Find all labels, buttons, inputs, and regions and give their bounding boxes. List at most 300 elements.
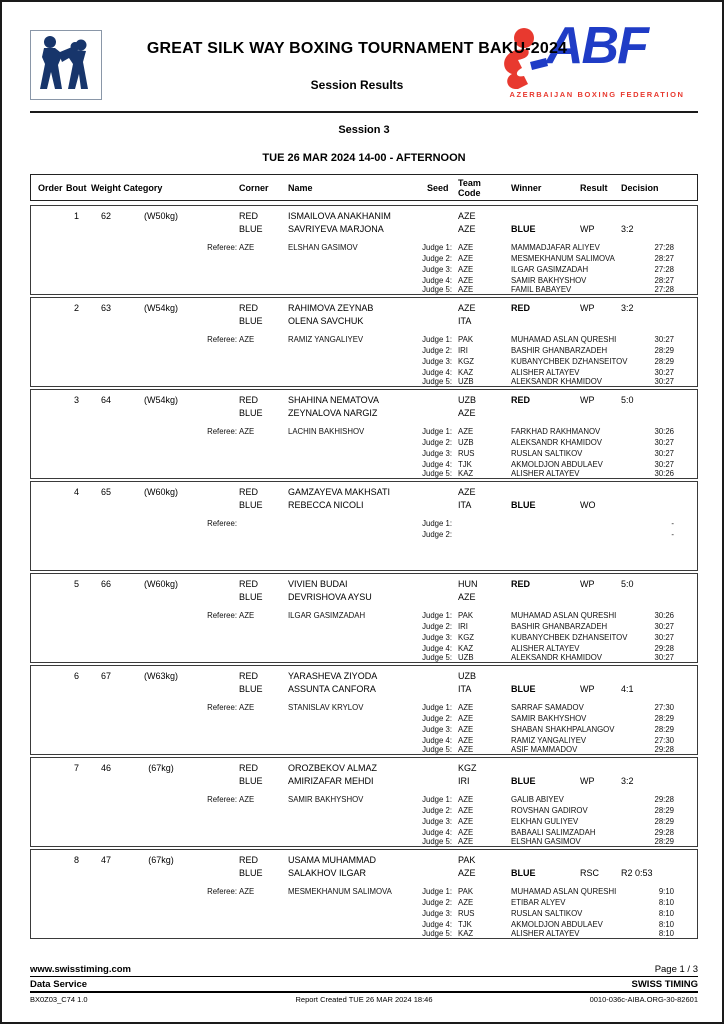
- bout-block: [30, 205, 698, 295]
- red-team-code: UZB: [458, 671, 476, 681]
- footer-report-created: Report Created TUE 26 MAR 2024 18:46: [295, 995, 433, 1004]
- judge-label: Judge 3:: [422, 909, 452, 918]
- red-team-code: PAK: [458, 855, 476, 865]
- judge-noc: PAK: [458, 611, 474, 620]
- referee-label: Referee:: [207, 243, 237, 252]
- judge-score: 30:27: [654, 622, 674, 631]
- judge-name: KUBANYCHBEK DZHANSEITOV: [511, 633, 628, 642]
- judge-score: 28:27: [654, 254, 674, 263]
- red-team-code: KGZ: [458, 763, 477, 773]
- red-boxer-name: RAHIMOVA ZEYNAB: [288, 303, 374, 313]
- red-result-cell: WP: [580, 303, 595, 313]
- referee-name: SAMIR BAKHYSHOV: [288, 795, 364, 804]
- blue-corner-label: BLUE: [239, 500, 263, 510]
- judge-name: MUHAMAD ASLAN QURESHI: [511, 611, 617, 620]
- bout-list: [30, 205, 698, 941]
- judge-name: MUHAMAD ASLAN QURESHI: [511, 335, 617, 344]
- blue-boxer-name: AMIRIZAFAR MEHDI: [288, 776, 374, 786]
- blue-decision-cell: 3:2: [621, 776, 634, 786]
- weight-category-cell: (W54kg): [143, 303, 178, 313]
- judge-noc: RUS: [458, 449, 475, 458]
- order-cell: 6: [73, 671, 79, 681]
- referee-label: Referee:: [207, 519, 237, 528]
- red-boxer-name: OROZBEKOV ALMAZ: [288, 763, 378, 773]
- judge-noc: AZE: [458, 703, 474, 712]
- blue-boxer-name: REBECCA NICOLI: [288, 500, 364, 510]
- bout-number-cell: 47: [100, 855, 111, 865]
- col-seed: Seed: [427, 183, 449, 193]
- judge-name: ASIF MAMMADOV: [511, 745, 578, 754]
- abf-caption: AZERBAIJAN BOXING FEDERATION: [509, 90, 685, 99]
- referee-name: LACHIN BAKHISHOV: [288, 427, 365, 436]
- bout-block: [30, 849, 698, 939]
- judge-label: Judge 1:: [422, 795, 452, 804]
- judge-name: SAMIR BAKHYSHOV: [511, 714, 587, 723]
- footer-divider-2: [30, 991, 698, 993]
- col-decision: Decision: [621, 183, 659, 193]
- blue-result-cell: WP: [580, 776, 595, 786]
- session-datetime: TUE 26 MAR 2024 14-00 - AFTERNOON: [262, 152, 466, 164]
- judge-label: Judge 4:: [422, 644, 452, 653]
- blue-team-code: AZE: [458, 408, 476, 418]
- judge-label: Judge 5:: [422, 929, 452, 938]
- bout-number-cell: 62: [100, 211, 111, 221]
- blue-result-cell: WO: [580, 500, 596, 510]
- judge-noc: AZE: [458, 795, 474, 804]
- red-winner-cell: RED: [511, 395, 531, 405]
- order-cell: 8: [73, 855, 79, 865]
- judge-label: Judge 4:: [422, 460, 452, 469]
- footer-brand: SWISS TIMING: [631, 979, 698, 990]
- judge-score: 27:28: [654, 243, 674, 252]
- order-cell: 3: [73, 395, 79, 405]
- blue-decision-cell: 4:1: [621, 684, 634, 694]
- blue-result-cell: WP: [580, 224, 595, 234]
- judge-score: 9:10: [658, 887, 674, 896]
- judge-score: 28:29: [654, 725, 674, 734]
- judge-noc: AZE: [458, 898, 474, 907]
- judge-name: KUBANYCHBEK DZHANSEITOV: [511, 357, 628, 366]
- red-result-cell: WP: [580, 395, 595, 405]
- referee-noc: AZE: [239, 703, 255, 712]
- judge-noc: TJK: [458, 460, 472, 469]
- judge-noc: AZE: [458, 828, 474, 837]
- col-weight-category: Weight Category: [91, 183, 163, 193]
- judge-score: 29:28: [654, 795, 674, 804]
- judge-score: 27:30: [654, 736, 674, 745]
- judge-noc: AZE: [458, 736, 474, 745]
- blue-corner-label: BLUE: [239, 776, 263, 786]
- footer-divider-1: [30, 976, 698, 977]
- col-winner: Winner: [511, 183, 542, 193]
- judge-score: 27:28: [654, 285, 674, 294]
- judge-label: Judge 4:: [422, 920, 452, 929]
- judge-score: -: [671, 530, 674, 539]
- bout-block: [30, 297, 698, 387]
- col-team-code-line1: Team: [458, 178, 481, 188]
- blue-team-code: AZE: [458, 868, 476, 878]
- judge-name: SAMIR BAKHYSHOV: [511, 276, 587, 285]
- judge-noc: KAZ: [458, 929, 474, 938]
- bout-number-cell: 64: [100, 395, 111, 405]
- judge-score: 29:28: [654, 828, 674, 837]
- referee-name: ILGAR GASIMZADAH: [288, 611, 366, 620]
- judge-name: ALEKSANDR KHAMIDOV: [511, 653, 602, 662]
- blue-team-code: AZE: [458, 224, 476, 234]
- judge-label: Judge 5:: [422, 745, 452, 754]
- judge-score: 30:27: [654, 633, 674, 642]
- judge-score: 30:26: [654, 469, 674, 478]
- judge-label: Judge 1:: [422, 887, 452, 896]
- judge-score: 29:28: [654, 644, 674, 653]
- judge-noc: RUS: [458, 909, 475, 918]
- referee-label: Referee:: [207, 427, 237, 436]
- judge-label: Judge 2:: [422, 714, 452, 723]
- judge-score: 28:29: [654, 817, 674, 826]
- order-cell: 5: [73, 579, 79, 589]
- judge-name: ELKHAN GULIYEV: [511, 817, 579, 826]
- judge-label: Judge 5:: [422, 377, 452, 386]
- judge-noc: TJK: [458, 920, 472, 929]
- bout-block: [30, 573, 698, 663]
- referee-label: Referee:: [207, 887, 237, 896]
- judge-noc: KAZ: [458, 469, 474, 478]
- judge-score: 8:10: [658, 920, 674, 929]
- red-boxer-name: GAMZAYEVA MAKHSATI: [288, 487, 391, 497]
- judge-score: 28:29: [654, 346, 674, 355]
- referee-noc: AZE: [239, 611, 255, 620]
- judge-noc: AZE: [458, 725, 474, 734]
- blue-result-cell: WP: [580, 684, 595, 694]
- judge-noc: AZE: [458, 285, 474, 294]
- judge-score: 29:28: [654, 745, 674, 754]
- judge-label: Judge 3:: [422, 817, 452, 826]
- red-corner-label: RED: [239, 303, 259, 313]
- judge-score: 27:28: [654, 265, 674, 274]
- weight-category-cell: (67kg): [148, 763, 174, 773]
- judge-noc: AZE: [458, 714, 474, 723]
- bout-block: [30, 389, 698, 479]
- judge-name: ALEKSANDR KHAMIDOV: [511, 438, 602, 447]
- blue-corner-label: BLUE: [239, 316, 263, 326]
- red-boxer-name: USAMA MUHAMMAD: [288, 855, 377, 865]
- referee-label: Referee:: [207, 703, 237, 712]
- red-corner-label: RED: [239, 671, 259, 681]
- judge-noc: AZE: [458, 806, 474, 815]
- red-result-cell: WP: [580, 579, 595, 589]
- judge-label: Judge 5:: [422, 469, 452, 478]
- judge-label: Judge 1:: [422, 611, 452, 620]
- red-corner-label: RED: [239, 763, 259, 773]
- referee-noc: AZE: [239, 795, 255, 804]
- order-cell: 1: [73, 211, 79, 221]
- judge-name: ALISHER ALTAYEV: [511, 929, 580, 938]
- judge-name: MESMEKHANUM SALIMOVA: [511, 254, 615, 263]
- judge-label: Judge 5:: [422, 653, 452, 662]
- red-decision-cell: 5:0: [621, 395, 634, 405]
- blue-boxer-name: ZEYNALOVA NARGIZ: [288, 408, 378, 418]
- blue-boxer-name: OLENA SAVCHUK: [288, 316, 364, 326]
- judge-label: Judge 1:: [422, 243, 452, 252]
- footer-doc-code: BX0Z03_C74 1.0: [30, 995, 88, 1004]
- judge-label: Judge 2:: [422, 346, 452, 355]
- judge-noc: KAZ: [458, 368, 474, 377]
- red-team-code: AZE: [458, 303, 476, 313]
- abf-acronym: ABF: [546, 17, 647, 75]
- referee-name: MESMEKHANUM SALIMOVA: [288, 887, 392, 896]
- judge-name: ALEKSANDR KHAMIDOV: [511, 377, 602, 386]
- order-cell: 4: [73, 487, 79, 497]
- judge-name: AKMOLDJON ABDULAEV: [511, 920, 603, 929]
- blue-winner-cell: BLUE: [511, 224, 536, 234]
- blue-boxer-name: SALAKHOV ILGAR: [288, 868, 367, 878]
- session-name: Session 3: [338, 124, 390, 136]
- judge-noc: UZB: [458, 653, 474, 662]
- judge-label: Judge 4:: [422, 736, 452, 745]
- footer-website: www.swisstiming.com: [30, 964, 132, 975]
- blue-boxer-name: SAVRIYEVA MARJONA: [288, 224, 384, 234]
- weight-category-cell: (W60kg): [143, 579, 178, 589]
- blue-corner-label: BLUE: [239, 868, 263, 878]
- red-boxer-name: ISMAILOVA ANAKHANIM: [288, 211, 391, 221]
- bout-number-cell: 46: [100, 763, 111, 773]
- judge-name: BASHIR GHANBARZADEH: [511, 622, 608, 631]
- judge-label: Judge 1:: [422, 335, 452, 344]
- referee-noc: AZE: [239, 887, 255, 896]
- judge-name: BABAALI SALIMZADAH: [511, 828, 596, 837]
- judge-score: 28:27: [654, 276, 674, 285]
- judge-score: 30:27: [654, 460, 674, 469]
- red-team-code: AZE: [458, 211, 476, 221]
- red-winner-cell: RED: [511, 303, 531, 313]
- judge-label: Judge 4:: [422, 368, 452, 377]
- judge-noc: AZE: [458, 265, 474, 274]
- judge-noc: PAK: [458, 335, 474, 344]
- red-corner-label: RED: [239, 579, 259, 589]
- judge-noc: AZE: [458, 817, 474, 826]
- judge-score: 28:29: [654, 357, 674, 366]
- judge-noc: PAK: [458, 887, 474, 896]
- blue-team-code: IRI: [458, 776, 470, 786]
- red-team-code: AZE: [458, 487, 476, 497]
- col-team-code-line2: Code: [458, 188, 481, 198]
- judge-score: 8:10: [658, 898, 674, 907]
- judge-noc: IRI: [458, 346, 468, 355]
- judge-score: 30:27: [654, 438, 674, 447]
- judge-noc: AZE: [458, 427, 474, 436]
- referee-label: Referee:: [207, 795, 237, 804]
- red-corner-label: RED: [239, 395, 259, 405]
- judge-name: AKMOLDJON ABDULAEV: [511, 460, 603, 469]
- judge-label: Judge 3:: [422, 633, 452, 642]
- col-bout: Bout: [66, 183, 87, 193]
- header-divider: [30, 111, 698, 113]
- weight-category-cell: (W54kg): [143, 395, 178, 405]
- referee-label: Referee:: [207, 611, 237, 620]
- judge-label: Judge 1:: [422, 519, 452, 528]
- judge-name: ALISHER ALTAYEV: [511, 368, 580, 377]
- boxers-icon: [31, 84, 99, 101]
- judge-label: Judge 1:: [422, 427, 452, 436]
- judge-name: ETIBAR ALYEV: [511, 898, 566, 907]
- blue-decision-cell: R2 0:53: [621, 868, 653, 878]
- weight-category-cell: (67kg): [148, 855, 174, 865]
- judge-score: 28:29: [654, 837, 674, 846]
- tournament-logo: [30, 30, 102, 100]
- referee-noc: AZE: [239, 427, 255, 436]
- red-corner-label: RED: [239, 487, 259, 497]
- judge-name: BASHIR GHANBARZADEH: [511, 346, 608, 355]
- judge-score: -: [671, 519, 674, 528]
- blue-winner-cell: BLUE: [511, 684, 536, 694]
- judge-name: ALISHER ALTAYEV: [511, 644, 580, 653]
- blue-corner-label: BLUE: [239, 408, 263, 418]
- judge-name: ROVSHAN GADIROV: [511, 806, 588, 815]
- judge-score: 30:27: [654, 368, 674, 377]
- judge-name: ELSHAN GASIMOV: [511, 837, 581, 846]
- blue-decision-cell: 3:2: [621, 224, 634, 234]
- judge-noc: AZE: [458, 837, 474, 846]
- judge-label: Judge 1:: [422, 703, 452, 712]
- bout-number-cell: 67: [100, 671, 111, 681]
- judge-label: Judge 4:: [422, 276, 452, 285]
- blue-team-code: AZE: [458, 592, 476, 602]
- blue-winner-cell: BLUE: [511, 500, 536, 510]
- blue-winner-cell: BLUE: [511, 868, 536, 878]
- judge-score: 28:29: [654, 714, 674, 723]
- blue-team-code: ITA: [458, 316, 472, 326]
- red-boxer-name: SHAHINA NEMATOVA: [288, 395, 380, 405]
- blue-team-code: ITA: [458, 684, 472, 694]
- footer-report-code: 0010-036c-AIBA.ORG-30-82601: [589, 995, 698, 1004]
- red-boxer-name: VIVIEN BUDAI: [288, 579, 348, 589]
- judge-name: SARRAF SAMADOV: [511, 703, 584, 712]
- judge-noc: UZB: [458, 377, 474, 386]
- red-decision-cell: 5:0: [621, 579, 634, 589]
- judge-noc: AZE: [458, 254, 474, 263]
- judge-label: Judge 2:: [422, 530, 452, 539]
- judge-name: ALISHER ALTAYEV: [511, 469, 580, 478]
- judge-score: 27:30: [654, 703, 674, 712]
- judge-noc: IRI: [458, 622, 468, 631]
- col-result: Result: [580, 183, 608, 193]
- judge-noc: UZB: [458, 438, 474, 447]
- footer-page-number: Page 1 / 3: [654, 964, 698, 975]
- red-decision-cell: 3:2: [621, 303, 634, 313]
- col-corner: Corner: [239, 183, 269, 193]
- blue-boxer-name: DEVRISHOVA AYSU: [288, 592, 372, 602]
- blue-corner-label: BLUE: [239, 684, 263, 694]
- blue-corner-label: BLUE: [239, 592, 263, 602]
- weight-category-cell: (W50kg): [143, 211, 178, 221]
- judge-score: 30:26: [654, 611, 674, 620]
- judge-noc: AZE: [458, 745, 474, 754]
- judge-noc: AZE: [458, 243, 474, 252]
- bout-number-cell: 65: [100, 487, 111, 497]
- judge-score: 8:10: [658, 929, 674, 938]
- judge-label: Judge 4:: [422, 828, 452, 837]
- judge-name: MAMMADJAFAR ALIYEV: [511, 243, 600, 252]
- red-team-code: UZB: [458, 395, 476, 405]
- judge-label: Judge 3:: [422, 265, 452, 274]
- col-name: Name: [288, 183, 313, 193]
- judge-name: ILGAR GASIMZADAH: [511, 265, 589, 274]
- red-team-code: HUN: [458, 579, 478, 589]
- red-boxer-name: YARASHEVA ZIYODA: [288, 671, 378, 681]
- judge-noc: KGZ: [458, 357, 475, 366]
- judge-label: Judge 2:: [422, 254, 452, 263]
- red-corner-label: RED: [239, 211, 259, 221]
- blue-corner-label: BLUE: [239, 224, 263, 234]
- referee-name: RAMIZ YANGALIYEV: [288, 335, 364, 344]
- weight-category-cell: (W63kg): [143, 671, 178, 681]
- judge-label: Judge 3:: [422, 725, 452, 734]
- judge-label: Judge 3:: [422, 357, 452, 366]
- referee-label: Referee:: [207, 335, 237, 344]
- judge-score: 30:27: [654, 377, 674, 386]
- bout-number-cell: 66: [100, 579, 111, 589]
- judge-score: 30:27: [654, 653, 674, 662]
- judge-label: Judge 2:: [422, 806, 452, 815]
- blue-winner-cell: BLUE: [511, 776, 536, 786]
- report-subtitle: Session Results: [310, 78, 404, 92]
- bout-block: [30, 665, 698, 755]
- judge-score: 30:26: [654, 427, 674, 436]
- bout-number-cell: 63: [100, 303, 111, 313]
- judge-name: SHABAN SHAKHPALANGOV: [511, 725, 615, 734]
- judge-label: Judge 2:: [422, 898, 452, 907]
- judge-score: 30:27: [654, 449, 674, 458]
- referee-noc: AZE: [239, 243, 255, 252]
- bout-block: [30, 481, 698, 571]
- judge-label: Judge 5:: [422, 285, 452, 294]
- blue-boxer-name: ASSUNTA CANFORA: [288, 684, 376, 694]
- results-table-header: [30, 174, 698, 201]
- referee-name: ELSHAN GASIMOV: [288, 243, 358, 252]
- referee-name: STANISLAV KRYLOV: [288, 703, 364, 712]
- judge-label: Judge 5:: [422, 837, 452, 846]
- red-corner-label: RED: [239, 855, 259, 865]
- order-cell: 7: [73, 763, 79, 773]
- page-title: GREAT SILK WAY BOXING TOURNAMENT BAKU-2024: [146, 40, 568, 57]
- judge-name: FAMIL BABAYEV: [511, 285, 572, 294]
- judge-score: 30:27: [654, 335, 674, 344]
- weight-category-cell: (W60kg): [143, 487, 178, 497]
- bout-block: [30, 757, 698, 847]
- order-cell: 2: [73, 303, 79, 313]
- blue-team-code: ITA: [458, 500, 472, 510]
- judge-score: 28:29: [654, 806, 674, 815]
- blue-result-cell: RSC: [580, 868, 600, 878]
- referee-noc: AZE: [239, 335, 255, 344]
- judge-score: 8:10: [658, 909, 674, 918]
- judge-label: Judge 2:: [422, 622, 452, 631]
- judge-label: Judge 2:: [422, 438, 452, 447]
- judge-name: FARKHAD RAKHMANOV: [511, 427, 601, 436]
- judge-name: RAMIZ YANGALIYEV: [511, 736, 587, 745]
- judge-noc: AZE: [458, 276, 474, 285]
- judge-name: RUSLAN SALTIKOV: [511, 449, 583, 458]
- judge-label: Judge 3:: [422, 449, 452, 458]
- judge-name: MUHAMAD ASLAN QURESHI: [511, 887, 617, 896]
- judge-name: RUSLAN SALTIKOV: [511, 909, 583, 918]
- judge-name: GALIB ABIYEV: [511, 795, 564, 804]
- red-winner-cell: RED: [511, 579, 531, 589]
- col-order: Order: [38, 183, 63, 193]
- footer-data-service: Data Service: [30, 979, 88, 990]
- judge-noc: KGZ: [458, 633, 475, 642]
- judge-noc: KAZ: [458, 644, 474, 653]
